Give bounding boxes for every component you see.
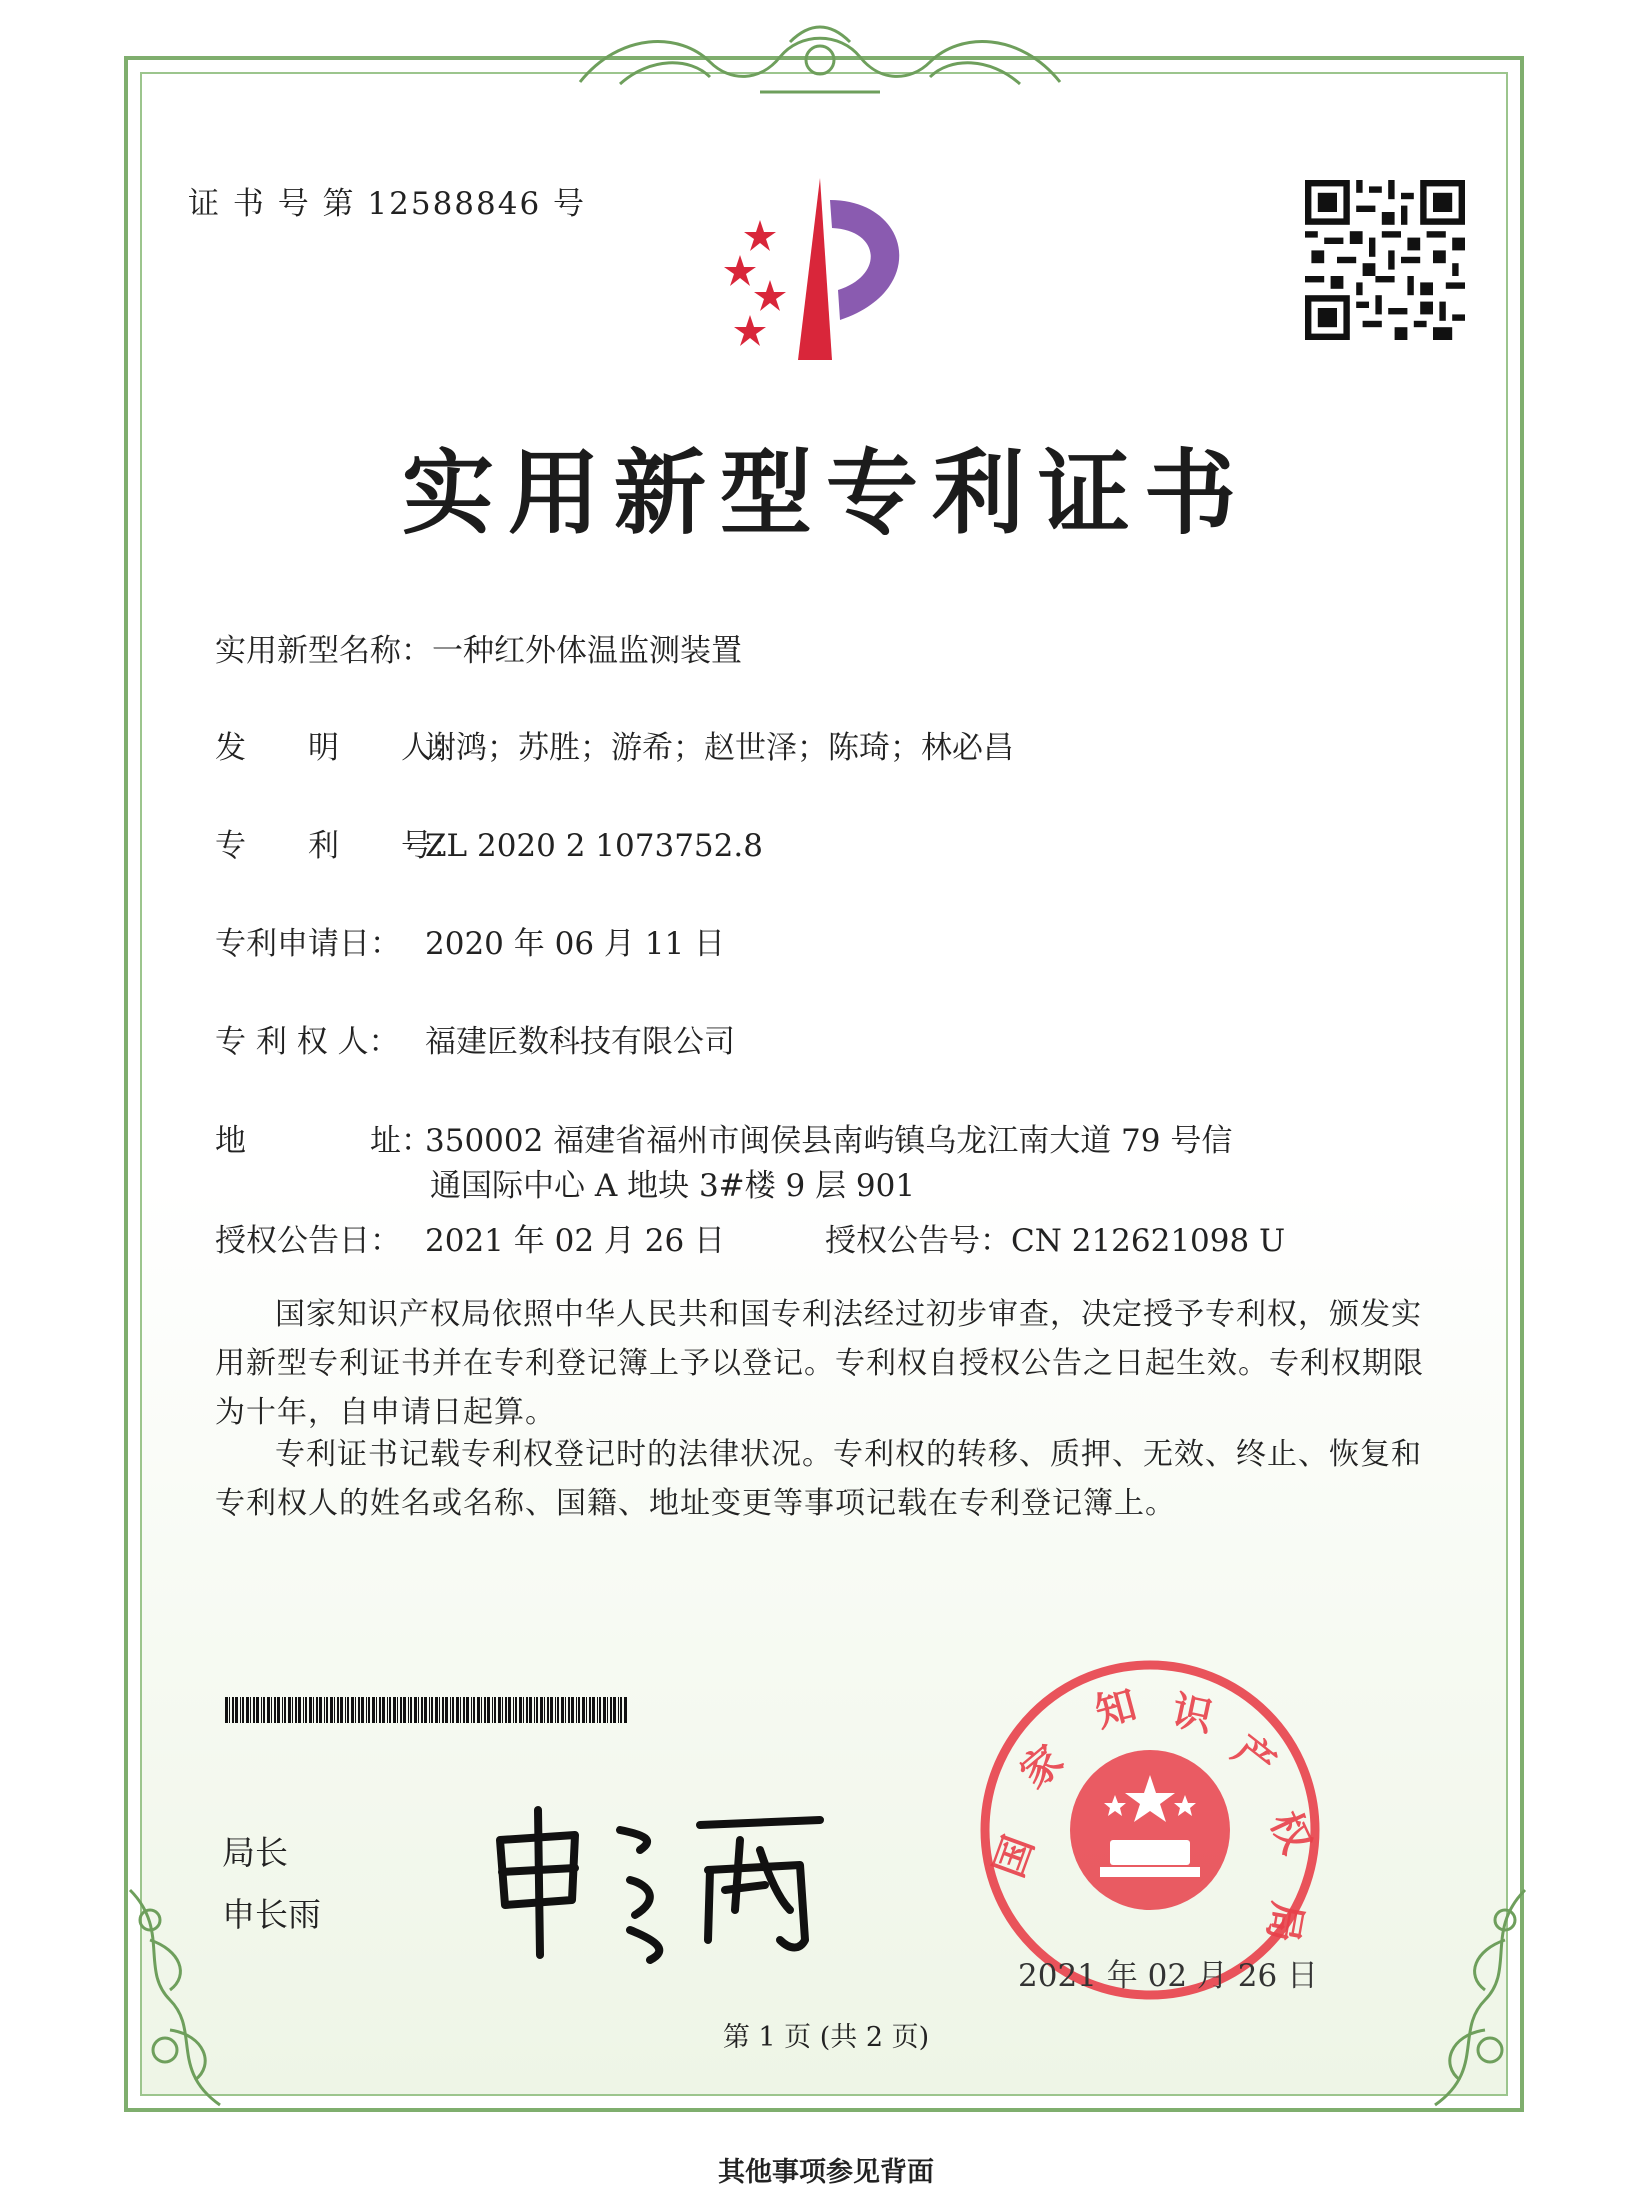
- barcode-bar: [403, 1697, 406, 1723]
- page-number: 第 1 页 (共 2 页): [722, 2022, 930, 2053]
- barcode-bar: [547, 1697, 549, 1723]
- barcode-bar: [345, 1697, 346, 1723]
- grant-number-label: 授权公告号：: [825, 1223, 1011, 1259]
- barcode-bar: [368, 1697, 370, 1723]
- barcode-bar: [431, 1697, 433, 1723]
- barcode-bar: [565, 1697, 566, 1723]
- address-label: 地 址：: [215, 1123, 432, 1159]
- barcode-bar: [229, 1697, 230, 1723]
- patent-number-value: ZL 2020 2 1073752.8: [425, 828, 763, 864]
- barcode-bar: [582, 1697, 585, 1723]
- barcode-bar: [284, 1697, 286, 1723]
- barcode-bar: [529, 1697, 532, 1723]
- barcode-bar: [274, 1697, 276, 1723]
- barcode-bar: [326, 1697, 328, 1723]
- patentee-row: [215, 1016, 735, 1061]
- seal-char-1: 国: [985, 1829, 1044, 1884]
- barcode-bar: [225, 1697, 228, 1723]
- seal-char-2: 家: [1011, 1735, 1073, 1798]
- barcode-bar: [618, 1697, 619, 1723]
- barcode-bar: [295, 1697, 297, 1723]
- utility-model-name-row: [215, 625, 742, 670]
- barcode-bar: [544, 1697, 545, 1723]
- barcode-bar: [508, 1697, 511, 1723]
- barcode-bar: [267, 1697, 270, 1723]
- barcode-bar: [523, 1697, 524, 1723]
- barcode-bar: [597, 1697, 598, 1723]
- barcode-bar: [613, 1697, 616, 1723]
- seal-date: 2021 年 02 月 26 日: [1018, 1958, 1319, 1994]
- grant-number-value: CN 212621098 U: [1011, 1223, 1286, 1259]
- grant-date-label: 授权公告日：: [215, 1223, 401, 1259]
- barcode-bar: [603, 1697, 606, 1723]
- statement-paragraph-1: 国家知识产权局依照中华人民共和国专利法经过初步审查，决定授予专利权，颁发实用新型专利证书并在专利登记簿上予以登记。专利权自授权公告之日起生效。专利权期限为十年，自申请日起算。: [215, 1297, 1424, 1430]
- barcode-bar: [513, 1697, 514, 1723]
- barcode-bar: [481, 1697, 482, 1723]
- statement-paragraph-2: 专利证书记载专利权登记时的法律状况。专利权的转移、质押、无效、终止、恢复和专利权人的姓名或名称、国籍、地址变更等事项记载在专利登记簿上。: [215, 1437, 1422, 1521]
- barcode-bar: [397, 1697, 398, 1723]
- barcode-bar: [505, 1697, 507, 1723]
- barcode: [225, 1697, 630, 1723]
- signatory-name: 申长雨: [222, 1895, 321, 1934]
- back-note: 其他事项参见背面: [718, 2157, 934, 2188]
- barcode-bar: [589, 1697, 591, 1723]
- barcode-bar: [568, 1697, 570, 1723]
- barcode-bar: [288, 1697, 291, 1723]
- patentee-value: 福建匠数科技有限公司: [425, 1024, 735, 1060]
- top-floral-ornament: [560, 22, 1080, 104]
- barcode-bar: [439, 1697, 440, 1723]
- barcode-bar: [389, 1697, 391, 1723]
- barcode-bar: [372, 1697, 375, 1723]
- barcode-bar: [340, 1697, 343, 1723]
- barcode-bar: [410, 1697, 412, 1723]
- page-title: 实用新型专利证书: [401, 439, 1250, 547]
- barcode-bar: [561, 1697, 564, 1723]
- barcode-bar: [379, 1697, 381, 1723]
- barcode-bar: [555, 1697, 556, 1723]
- barcode-bar: [610, 1697, 612, 1723]
- barcode-bar: [361, 1697, 364, 1723]
- barcode-bar: [256, 1697, 259, 1723]
- patent-number-label: 专 利 号：: [215, 828, 463, 864]
- inventor-label: 发 明 人：: [215, 730, 463, 766]
- barcode-bar: [418, 1697, 419, 1723]
- name-value: 一种红外体温监测装置: [432, 633, 742, 669]
- filing-date-value: 2020 年 06 月 11 日: [425, 926, 726, 962]
- barcode-bar: [473, 1697, 475, 1723]
- barcode-bar: [246, 1697, 249, 1723]
- barcode-bar: [620, 1697, 622, 1723]
- barcode-bar: [232, 1697, 234, 1723]
- barcode-bar: [460, 1697, 461, 1723]
- barcode-bar: [250, 1697, 251, 1723]
- barcode-bar: [393, 1697, 396, 1723]
- barcode-bar: [494, 1697, 496, 1723]
- barcode-bar: [571, 1697, 574, 1723]
- certificate-number: 证 书 号 第 12588846 号: [188, 186, 587, 222]
- barcode-bar: [292, 1697, 293, 1723]
- grant-date-row: [215, 1215, 725, 1260]
- grant-number-row: [825, 1215, 1285, 1260]
- barcode-bar: [253, 1697, 255, 1723]
- barcode-bar: [578, 1697, 580, 1723]
- barcode-bar: [466, 1697, 469, 1723]
- barcode-bar: [450, 1697, 451, 1723]
- barcode-bar: [400, 1697, 402, 1723]
- barcode-bar: [557, 1697, 559, 1723]
- patent-office-logo: [700, 170, 940, 370]
- barcode-bar: [408, 1697, 409, 1723]
- patentee-label: 专 利 权 人：: [215, 1024, 400, 1060]
- barcode-bar: [240, 1697, 241, 1723]
- bottom-right-floral-ornament: [1385, 1880, 1545, 2120]
- seal-char-6: 权: [1260, 1804, 1321, 1861]
- barcode-bar: [429, 1697, 430, 1723]
- inventor-value: 谢鸿；苏胜；游希；赵世泽；陈琦；林必昌: [425, 730, 1014, 766]
- barcode-bar: [526, 1697, 528, 1723]
- barcode-bar: [261, 1697, 262, 1723]
- barcode-bar: [351, 1697, 354, 1723]
- signatory-title: 局长: [222, 1833, 288, 1872]
- seal-char-3: 知: [1090, 1680, 1142, 1737]
- barcode-bar: [519, 1697, 522, 1723]
- barcode-bar: [387, 1697, 388, 1723]
- address-line-1: 350002 福建省福州市闽侯县南屿镇乌龙江南大道 79 号信: [425, 1123, 1233, 1159]
- barcode-bar: [435, 1697, 438, 1723]
- seal-char-7: 局: [1258, 1898, 1312, 1946]
- barcode-bar: [347, 1697, 349, 1723]
- barcode-bar: [235, 1697, 238, 1723]
- filing-date-label: 专利申请日：: [215, 926, 401, 962]
- patent-number-row: [215, 820, 763, 865]
- barcode-bar: [271, 1697, 272, 1723]
- barcode-bar: [282, 1697, 283, 1723]
- barcode-bar: [599, 1697, 601, 1723]
- address-line-2: 通国际中心 A 地块 3#楼 9 层 901: [430, 1168, 916, 1204]
- barcode-bar: [624, 1697, 627, 1723]
- handwritten-signature: [480, 1790, 840, 1970]
- name-label: 实用新型名称：: [215, 633, 432, 669]
- barcode-bar: [550, 1697, 553, 1723]
- barcode-bar: [303, 1697, 304, 1723]
- barcode-bar: [534, 1697, 535, 1723]
- barcode-bar: [540, 1697, 543, 1723]
- barcode-bar: [463, 1697, 465, 1723]
- barcode-bar: [309, 1697, 312, 1723]
- qr-code: [1305, 180, 1465, 340]
- barcode-bar: [607, 1697, 608, 1723]
- barcode-bar: [319, 1697, 322, 1723]
- barcode-bar: [487, 1697, 490, 1723]
- barcode-bar: [334, 1697, 335, 1723]
- barcode-bar: [263, 1697, 265, 1723]
- barcode-bar: [382, 1697, 385, 1723]
- barcode-bar: [313, 1697, 314, 1723]
- seal-char-4: 识: [1167, 1686, 1217, 1742]
- barcode-bar: [456, 1697, 459, 1723]
- barcode-bar: [515, 1697, 517, 1723]
- barcode-bar: [330, 1697, 333, 1723]
- barcode-bar: [242, 1697, 244, 1723]
- barcode-bar: [277, 1697, 280, 1723]
- grant-date-value: 2021 年 02 月 26 日: [425, 1223, 726, 1259]
- filing-date-row: [215, 918, 725, 963]
- barcode-bar: [305, 1697, 307, 1723]
- barcode-bar: [376, 1697, 377, 1723]
- barcode-bar: [477, 1697, 480, 1723]
- barcode-bar: [442, 1697, 444, 1723]
- barcode-bar: [536, 1697, 538, 1723]
- barcode-bar: [502, 1697, 503, 1723]
- barcode-bar: [592, 1697, 595, 1723]
- barcode-bar: [471, 1697, 472, 1723]
- barcode-bar: [484, 1697, 486, 1723]
- barcode-bar: [358, 1697, 360, 1723]
- barcode-bar: [366, 1697, 367, 1723]
- barcode-bar: [492, 1697, 493, 1723]
- barcode-bar: [498, 1697, 501, 1723]
- barcode-bar: [586, 1697, 587, 1723]
- barcode-bar: [298, 1697, 301, 1723]
- barcode-bar: [424, 1697, 427, 1723]
- barcode-bar: [316, 1697, 318, 1723]
- barcode-bar: [355, 1697, 356, 1723]
- barcode-bar: [452, 1697, 454, 1723]
- seal-char-5: 产: [1223, 1725, 1285, 1788]
- barcode-bar: [445, 1697, 448, 1723]
- barcode-bar: [324, 1697, 325, 1723]
- inventor-row: [215, 722, 1014, 767]
- barcode-bar: [576, 1697, 577, 1723]
- barcode-bar: [337, 1697, 339, 1723]
- address-row: [215, 1115, 1232, 1160]
- barcode-bar: [421, 1697, 423, 1723]
- barcode-bar: [414, 1697, 417, 1723]
